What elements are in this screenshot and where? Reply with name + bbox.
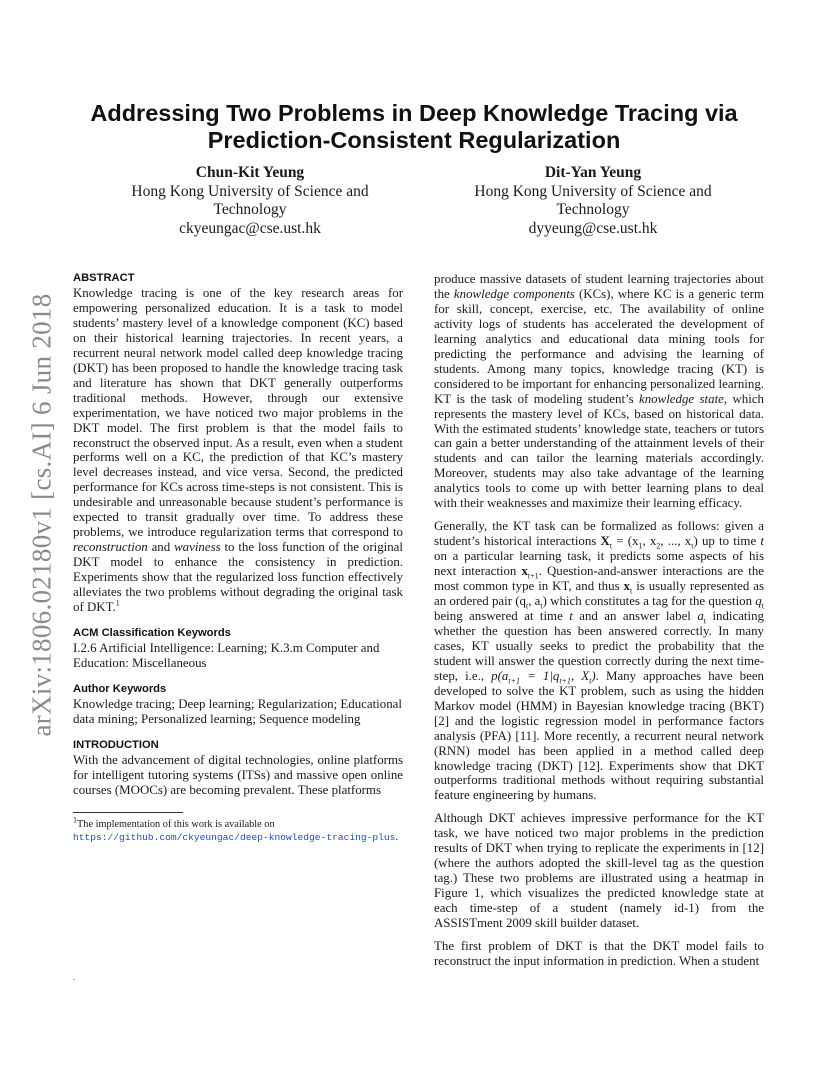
abstract-section [73,272,403,615]
page-marker: . [73,972,76,982]
introduction-text: With the advancement of digital technologies, online platforms for intelligent tutoring systems (ITSs) and massive open online courses (MOOCs) are becoming prevalent. These platforms [73,752,403,797]
author-block-1 [100,164,400,238]
arxiv-identifier: arXiv:1806.02180v1 [cs.AI] 6 Jun 2018 [26,293,57,737]
abstract-text: Knowledge tracing is one of the key research areas for empowering personalized education. It is a task to model students’ mastery level of a knowledge component (KC) based on their historical learning trajectories. In recent years, a recurrent neural network model called deep knowledge tracing (DKT) has been proposed to handle the knowledge tracing task and literature has shown that DKT generally outperforms traditional methods. However, through our extensive experimentation, we have noticed two major problems in the DKT model. The first problem is that the model fails to reconstruct the observed input. As a result, even when a student performs well on a KC, the prediction of that KC’s mastery level decreases instead, and vice versa. Second, the predicted performance for KCs across time-steps is not consistent. This is undesirable and unreasonable because student’s performance is expected to transit gradually over time. To address these problems, we introduce regularization terms that correspond to reconstruction and waviness to the loss function of the original DKT model to enhance the consistency in prediction. Experiments show that the regularized loss function effectively alleviates the two problems without degrading the original task of DKT.$^1$ [73,286,403,615]
paper-title [40,100,788,154]
title-line-1: Addressing Two Problems in Deep Knowledge Tracing via [90,100,738,126]
author-affiliation: Technology [213,201,287,218]
left-column [73,272,403,810]
footnote-marker[interactable]: 1 [115,598,120,608]
introduction-heading: INTRODUCTION [73,738,159,751]
introduction-section [73,739,403,798]
footnote [73,812,403,844]
acm-heading: ACM Classification Keywords [73,626,231,639]
author-name: Chun-Kit Yeung [195,164,305,181]
right-column [434,272,764,969]
author-affiliation: Technology [556,201,630,218]
paragraph-first-problem: The first problem of DKT is that the DKT model fails to reconstruct the input information in prediction. When a student [434,938,764,968]
footnote-link[interactable]: https://github.com/ckyeungac/deep-knowledge-tracing-plus [73,831,396,843]
author-affiliation: Hong Kong University of Science and [131,182,369,200]
author-block-2 [443,164,743,238]
keywords-heading: Author Keywords [73,682,167,695]
abstract-heading: ABSTRACT [73,272,135,284]
footnote-text: $^1$The implementation of this work is available on https://github.com/ckyeungac/deep-knowledge-tracing-plus. [73,815,398,843]
author-name: Dit-Yan Yeung [544,164,642,181]
paragraph-dkt-problems: Although DKT achieves impressive performance for the KT task, we have noticed two major problems in the prediction results of DKT when trying to replicate the experiments in [12] (where the authors adopted the skill-level tag as the question tag.) These two problems are illustrated using a heatmap in Figure 1, which visualizes the predicted knowledge state at each time-step of a student (namely id-1) from the ASSISTment 2009 skill builder dataset. [434,811,764,931]
author-email: ckyeungac@cse.ust.hk [179,219,321,237]
author-email: dyyeung@cse.ust.hk [528,219,658,237]
title-line-2: Prediction-Consistent Regularization [207,127,621,153]
acm-text: I.2.6 Artificial Intelligence: Learning; K.3.m Computer and Education: Miscellaneous [73,640,380,670]
keywords-text: Knowledge tracing; Deep learning; Regularization; Educational data mining; Personalized learning; Sequence modeling [73,696,402,726]
acm-section [73,627,403,671]
keywords-section [73,683,403,727]
footnote-rule [73,812,183,813]
author-affiliation: Hong Kong University of Science and [474,182,712,200]
paragraph-intro-continued: produce massive datasets of student learning trajectories about the knowledge components (KCs), where KC is a generic term for skill, concept, exercise, etc. The availability of online activity logs of students has accelerated the development of learning analytics and educational data mining tools for predicting the performance and advising the learning of students. Among many topics, knowledge tracing (KT) is considered to be important for enhancing personalized learning. KT is the task of modeling student’s knowledge state, which represents the mastery level of KCs, based on historical data. With the estimated students’ knowledge state, teachers or tutors can gain a better understanding of the attainment levels of their students and can tailor the learning materials accordingly. Moreover, students may also take advantage of the learning analytics tools to come up with better learning plans to deal with their weaknesses and maximize their learning efficacy. [434,272,764,511]
paragraph-kt-formalization: Generally, the KT task can be formalized as follows: given a student’s historical interactions $X_t = (x_1$, $x_2$, ..., $x_t$) up to time t on a particular learning task, it predicts some aspects of his next interaction $x_{t+1}$. Question-and-answer interactions are the most common type in KT, and thus $x_t$ is usually represented as an ordered pair ($q_t$, $a_t$) which constitutes a tag for the question $q_t$ being answered at time t and an answer label $a_t$ indicating whether the question has been answered correctly. In many cases, KT usually seeks to predict the probability that the student will answer the question correctly during the next time-step, i.e., $p(a_{t+1} = 1|q_{t+1}$, $X_t$). Many approaches have been developed to solve the KT problem, such as using the hidden Markov model (HMM) in Bayesian knowledge tracing (BKT) [2] and the logistic regression model in performance factors analysis (PFA) [11]. More recently, a recurrent neural network (RNN) model has been applied in a method called deep knowledge tracing (DKT) [12]. Experiments show that DKT outperforms traditional methods without requiring substantial feature engineering by humans. [434,519,765,803]
